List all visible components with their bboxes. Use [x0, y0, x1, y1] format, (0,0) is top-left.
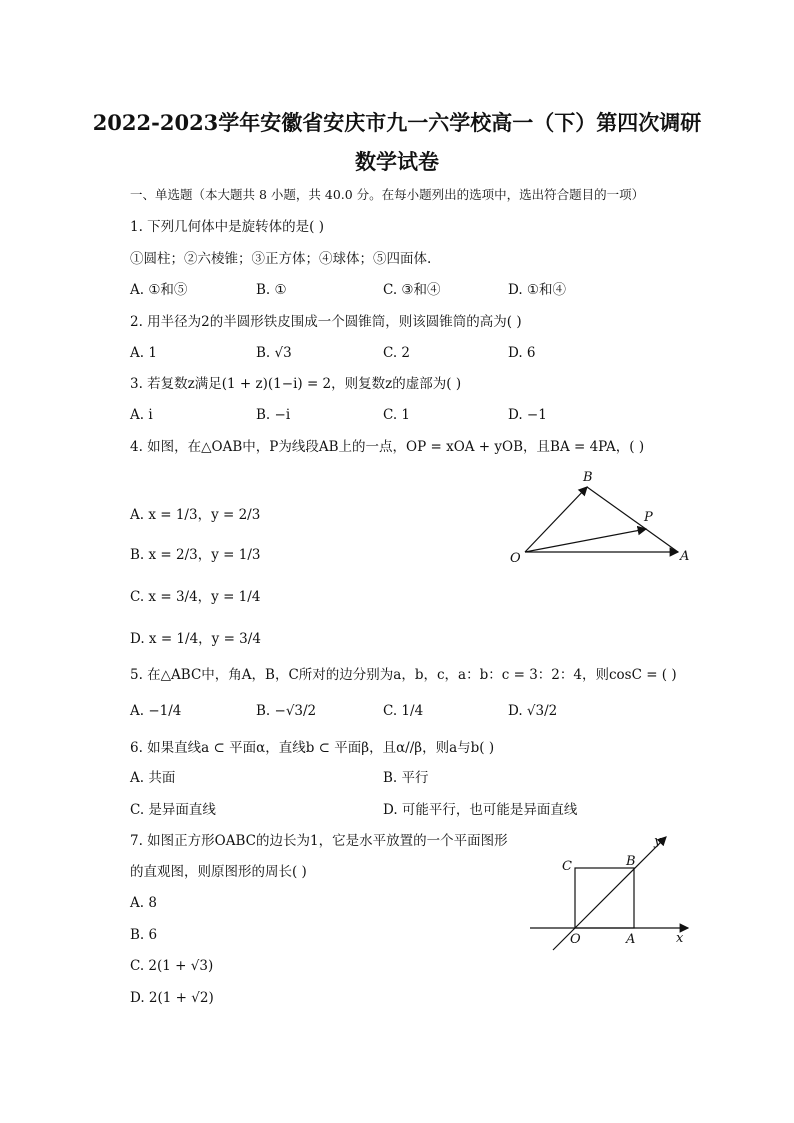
- question-4-stem: 4. 如图，在△OAB中，P为线段AB上的一点，OP = xOA + yOB，且BA = 4PA，( ): [130, 439, 645, 455]
- label-y: y: [654, 834, 662, 849]
- label-o: O: [570, 932, 581, 947]
- triangle-oab-figure: [500, 465, 700, 575]
- question-5-option-c: C. 1/4: [383, 703, 424, 719]
- question-5-option-a: A. −1/4: [130, 703, 182, 719]
- question-5-option-b: B. −√3/2: [256, 703, 317, 719]
- question-3-option-a: A. i: [130, 407, 153, 423]
- question-2-option-c: C. 2: [383, 345, 411, 361]
- label-x: x: [676, 931, 684, 946]
- question-1-stem: 1. 下列几何体中是旋转体的是( ): [130, 219, 324, 235]
- label-b: B: [626, 854, 636, 869]
- label-b: B: [583, 470, 593, 485]
- label-a: A: [626, 932, 636, 947]
- label-p: P: [644, 510, 653, 525]
- question-6-option-c: C. 是异面直线: [130, 802, 216, 818]
- question-1-option-b: B. ①: [256, 282, 287, 298]
- question-7-option-a: A. 8: [130, 895, 157, 911]
- question-2-option-a: A. 1: [130, 345, 157, 361]
- question-4-option-c: C. x = 3/4，y = 1/4: [130, 589, 261, 605]
- question-7-option-c: C. 2(1 + √3): [130, 958, 214, 974]
- question-2-option-d: D. 6: [508, 345, 536, 361]
- question-7-option-b: B. 6: [130, 927, 158, 943]
- question-1-option-d: D. ①和④: [508, 282, 567, 298]
- question-5-stem: 5. 在△ABC中，角A，B，C所对的边分别为a，b，c，a：b：c = 3：2：4，则cosC = ( ): [130, 667, 677, 683]
- segment-ba: [587, 487, 678, 552]
- question-3-option-d: D. −1: [508, 407, 547, 423]
- question-6-option-d: D. 可能平行，也可能是异面直线: [383, 802, 578, 818]
- question-7-option-d: D. 2(1 + √2): [130, 990, 214, 1006]
- question-4-option-a: A. x = 1/3，y = 2/3: [130, 507, 261, 523]
- question-3-option-c: C. 1: [383, 407, 411, 423]
- paper-title-line2: 数学试卷: [355, 149, 439, 174]
- question-1-extra: ①圆柱；②六棱锥；③正方体；④球体；⑤四面体.: [130, 251, 432, 267]
- label-c: C: [562, 859, 572, 874]
- question-2-option-b: B. √3: [256, 345, 292, 361]
- question-7-stem: 7. 如图正方形OABC的边长为1，它是水平放置的一个平面图形: [130, 833, 508, 849]
- question-2-stem: 2. 用半径为2的半圆形铁皮围成一个圆锥筒，则该圆锥筒的高为( ): [130, 314, 522, 330]
- question-1-option-a: A. ①和⑤: [130, 282, 188, 298]
- question-4-option-b: B. x = 2/3，y = 1/3: [130, 547, 261, 563]
- question-6-stem: 6. 如果直线a ⊂ 平面α，直线b ⊂ 平面β，且α//β，则a与b( ): [130, 740, 495, 756]
- question-6-option-b: B. 平行: [383, 770, 429, 786]
- question-3-stem: 3. 若复数z满足(1 + z)(1−i) = 2，则复数z的虚部为( ): [130, 376, 462, 392]
- question-1-option-c: C. ③和④: [383, 282, 441, 298]
- question-5-option-d: D. √3/2: [508, 703, 558, 719]
- question-3-option-b: B. −i: [256, 407, 291, 423]
- section-heading: 一、单选题（本大题共 8 小题，共 40.0 分。在每小题列出的选项中，选出符合题目的一项）: [130, 187, 645, 202]
- label-o: O: [510, 551, 521, 566]
- question-6-option-a: A. 共面: [130, 770, 176, 786]
- oblique-square-figure: [520, 825, 700, 955]
- label-a: A: [680, 549, 690, 564]
- question-4-option-d: D. x = 1/4，y = 3/4: [130, 631, 261, 647]
- question-7-stem-continued: 的直观图，则原图形的周长( ): [130, 864, 307, 880]
- paper-title-line1: 2022-2023学年安徽省安庆市九一六学校高一（下）第四次调研: [92, 110, 702, 135]
